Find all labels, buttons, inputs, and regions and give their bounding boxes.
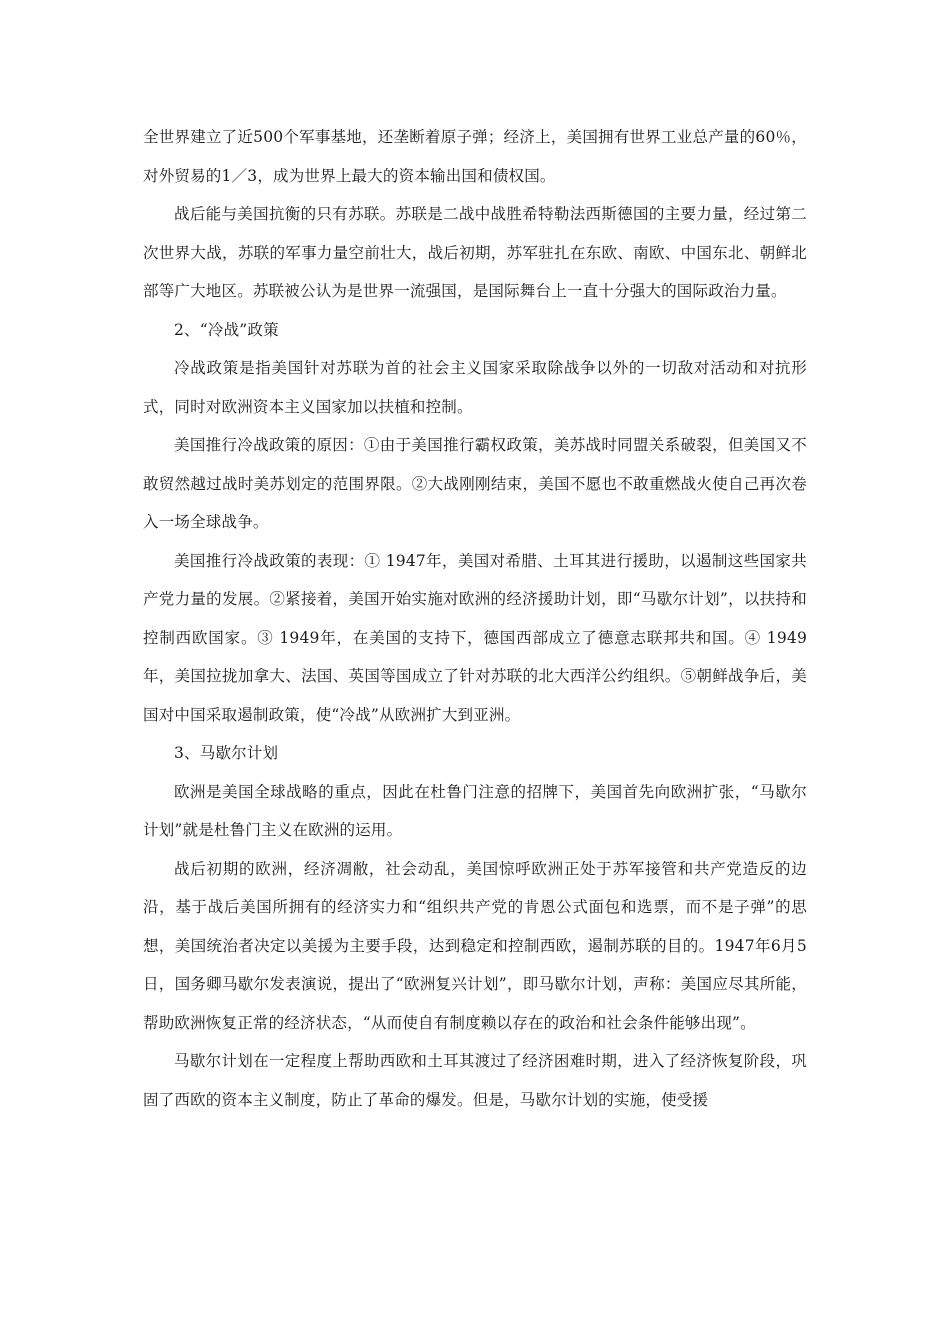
paragraph-europe-focus: 欧洲是美国全球战略的重点，因此在杜鲁门注意的招牌下，美国首先向欧洲扩张，“马歇尔计划”就是杜鲁门主义在欧洲的运用。 [143,782,807,839]
paragraph-soviet-power: 战后能与美国抗衡的只有苏联。苏联是二战中战胜希特勒法西斯德国的主要力量，经过第二次世界大战，苏联的军事力量空前壮大，战后初期，苏军驻扎在东欧、南欧、中国东北、朝鲜北部等广大地区。苏联被公认为是世界一流强国，是国际舞台上一直十分强大的国际政治力量。 [143,205,807,300]
paragraph-us-dominance: 全世界建立了近500个军事基地，还垄断着原子弹；经济上，美国拥有世界工业总产量的60％，对外贸易的1／3，成为世界上最大的资本输出国和债权国。 [143,128,807,185]
section-heading-marshall-plan: 3、马歇尔计划 [174,744,279,762]
paragraph-postwar-europe: 战后初期的欧洲，经济凋敝，社会动乱，美国惊呼欧洲正处于苏军接管和共产党造反的边沿，基于战后美国所拥有的经济实力和“组织共产党的肯恩公式面包和选票，而不是子弹”的思想，美国统治者决定以美援为主要手段，达到稳定和控制西欧，遏制苏联的目的。1947年6月5日，国务卿马歇尔发表演说，提出了“欧洲复兴计划”，即马歇尔计划，声称：美国应尽其所能，帮助欧洲恢复正常的经济状态，“从而使自有制度赖以存在的政治和社会条件能够出现”。 [143,859,807,1032]
paragraph-cold-war-definition: 冷战政策是指美国针对苏联为首的社会主义国家采取除战争以外的一切敌对活动和对抗形式，同时对欧洲资本主义国家加以扶植和控制。 [143,359,807,416]
paragraph-cold-war-reasons: 美国推行冷战政策的原因：①由于美国推行霸权政策，美苏战时同盟关系破裂，但美国又不敢贸然越过战时美苏划定的范围界限。②大战刚刚结束，美国不愿也不敢重燃战火使自己再次卷入一场全球战争。 [143,436,807,531]
paragraph-cold-war-manifestations: 美国推行冷战政策的表现：① 1947年，美国对希腊、土耳其进行援助，以遏制这些国家共产党力量的发展。②紧接着，美国开始实施对欧洲的经济援助计划，即“马歇尔计划”，以扶持和控制西欧国家。③ 1949年，在美国的支持下，德国西部成立了德意志联邦共和国。④ 1949年，美国拉拢加拿大、法国、英国等国成立了针对苏联的北大西洋公约组织。⑤朝鲜战争后，美国对中国采取遏制政策，使“冷战”从欧洲扩大到亚洲。 [143,551,807,724]
document-body [143,118,807,1119]
section-heading-cold-war-policy: 2、“冷战”政策 [174,320,279,339]
paragraph-marshall-effects: 马歇尔计划在一定程度上帮助西欧和土耳其渡过了经济困难时期，进入了经济恢复阶段，巩固了西欧的资本主义制度，防止了革命的爆发。但是，马歇尔计划的实施，使受援 [143,1052,807,1109]
